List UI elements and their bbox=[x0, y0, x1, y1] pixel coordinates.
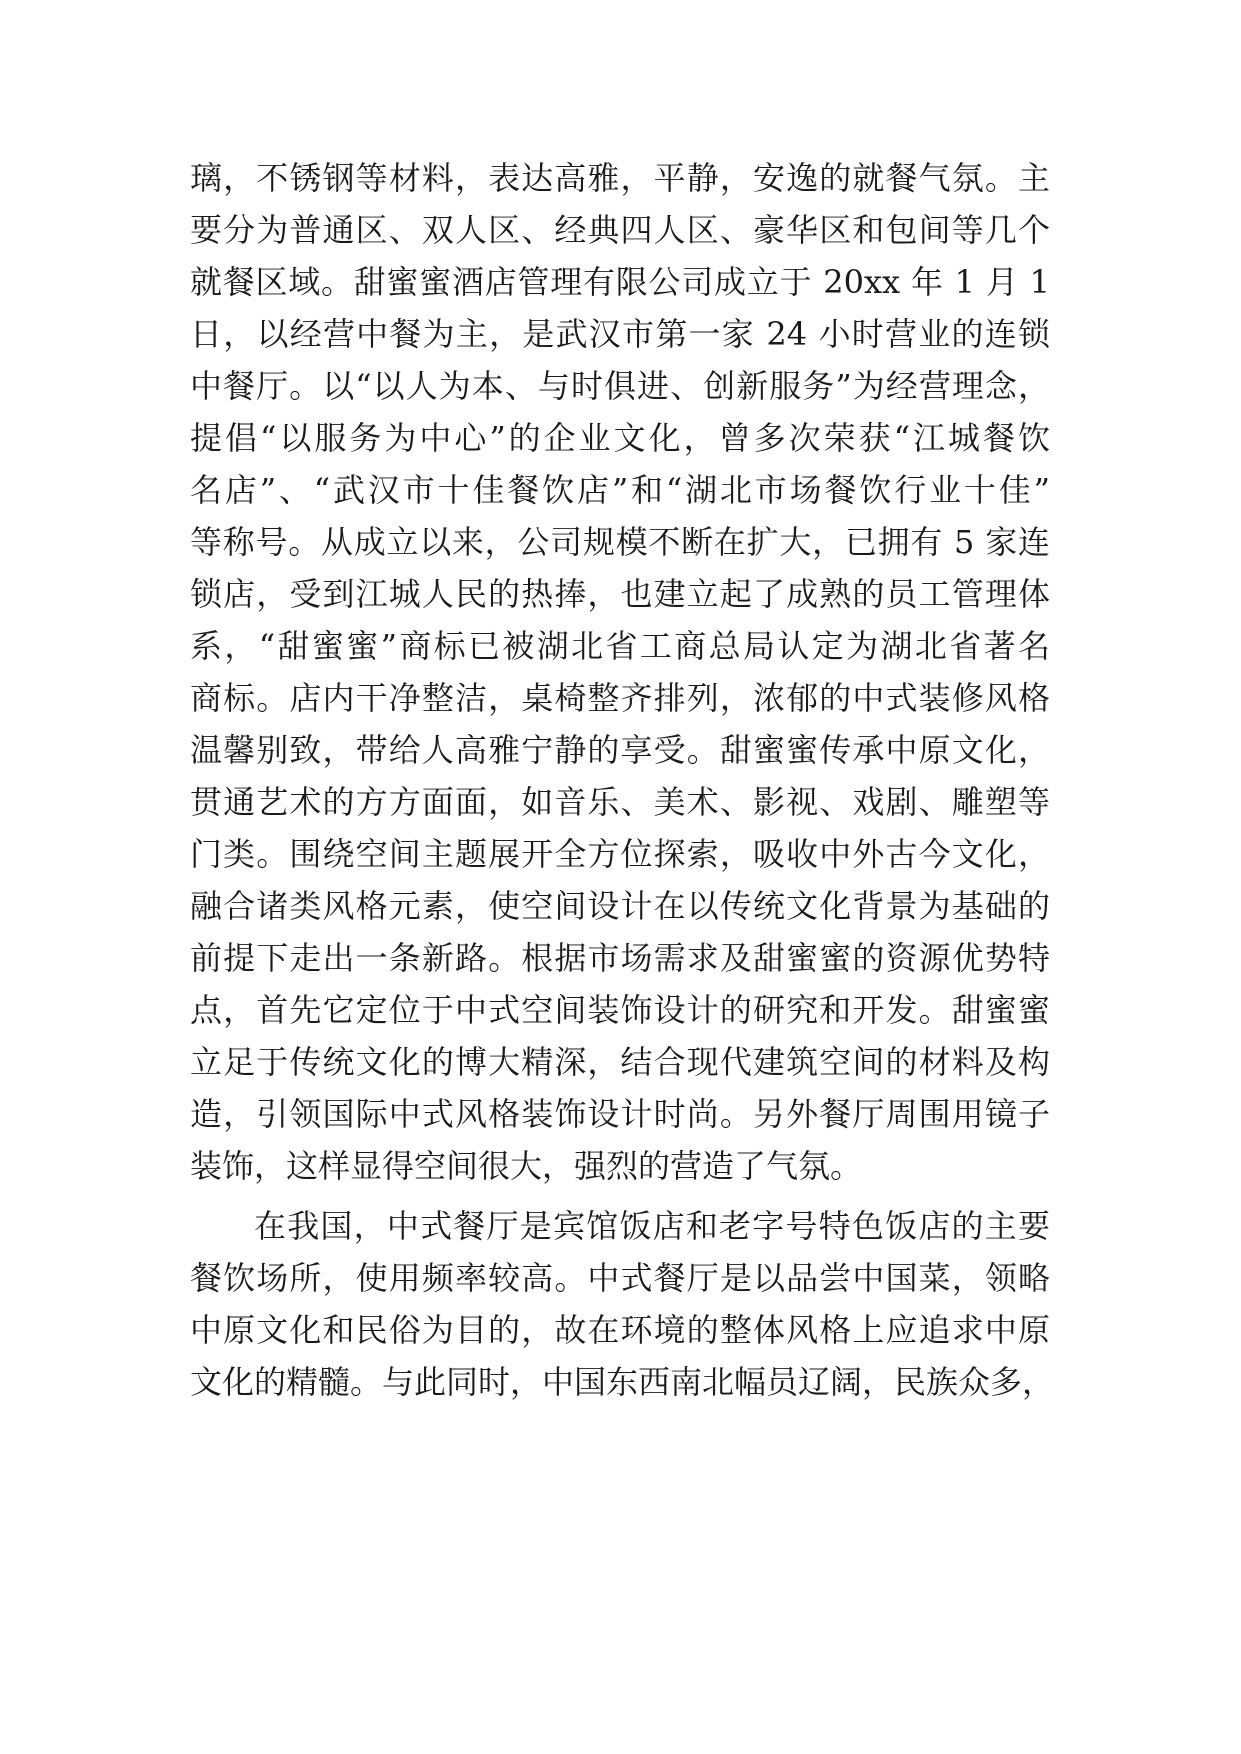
paragraph bbox=[190, 152, 1050, 1192]
text-line: 前提下走出一条新路。根据市场需求及甜蜜蜜的资源优势特 bbox=[190, 939, 1050, 977]
document-body bbox=[190, 152, 1055, 1408]
text-line: 温馨别致，带给人高雅宁静的享受。甜蜜蜜传承中原文化， bbox=[190, 731, 1050, 769]
text-line: 中原文化和民俗为目的，故在环境的整体风格上应追求中原 bbox=[190, 1311, 1050, 1349]
text-line: 装饰，这样显得空间很大，强烈的营造了气氛。 bbox=[190, 1147, 863, 1185]
text-line: 商标。店内干净整洁，桌椅整齐排列，浓郁的中式装修风格 bbox=[190, 679, 1050, 717]
text-line: 等称号。从成立以来，公司规模不断在扩大，已拥有 5 家连 bbox=[190, 523, 1050, 561]
text-line: 提倡“以服务为中心”的企业文化，曾多次荣获“江城餐饮 bbox=[190, 419, 1050, 457]
paragraph-spacer bbox=[190, 1192, 1050, 1200]
text-line: 系，“甜蜜蜜”商标已被湖北省工商总局认定为湖北省著名 bbox=[190, 627, 1050, 665]
text-line: 日，以经营中餐为主，是武汉市第一家 24 小时营业的连锁 bbox=[190, 315, 1050, 353]
text-line: 点，首先它定位于中式空间装饰设计的研究和开发。甜蜜蜜 bbox=[190, 991, 1050, 1029]
text-line: 名店”、“武汉市十佳餐饮店”和“湖北市场餐饮行业十佳” bbox=[190, 471, 1050, 509]
text-line: 立足于传统文化的博大精深，结合现代建筑空间的材料及构 bbox=[190, 1043, 1050, 1081]
paragraph bbox=[190, 1200, 1055, 1408]
text-line: 门类。围绕空间主题展开全方位探索，吸收中外古今文化， bbox=[190, 835, 1050, 873]
text-line: 在我国，中式餐厅是宾馆饭店和老字号特色饭店的主要 bbox=[254, 1207, 1050, 1245]
text-line: 要分为普通区、双人区、经典四人区、豪华区和包间等几个 bbox=[190, 211, 1050, 249]
text-line: 贯通艺术的方方面面，如音乐、美术、影视、戏剧、雕塑等 bbox=[190, 783, 1050, 821]
text-line: 中餐厅。以“以人为本、与时俱进、创新服务”为经营理念， bbox=[190, 367, 1050, 405]
text-line: 锁店，受到江城人民的热捧，也建立起了成熟的员工管理体 bbox=[190, 575, 1050, 613]
text-line: 融合诸类风格元素，使空间设计在以传统文化背景为基础的 bbox=[190, 887, 1050, 925]
text-line: 就餐区域。甜蜜蜜酒店管理有限公司成立于 20xx 年 1 月 1 bbox=[190, 263, 1050, 301]
text-line: 餐饮场所，使用频率较高。中式餐厅是以品尝中国菜，领略 bbox=[190, 1259, 1050, 1297]
text-line: 文化的精髓。与此同时，中国东西南北幅员辽阔，民族众多， bbox=[190, 1363, 1055, 1401]
text-line: 璃，不锈钢等材料，表达高雅，平静，安逸的就餐气氛。主 bbox=[190, 159, 1050, 197]
text-line: 造，引领国际中式风格装饰设计时尚。另外餐厅周围用镜子 bbox=[190, 1095, 1050, 1133]
